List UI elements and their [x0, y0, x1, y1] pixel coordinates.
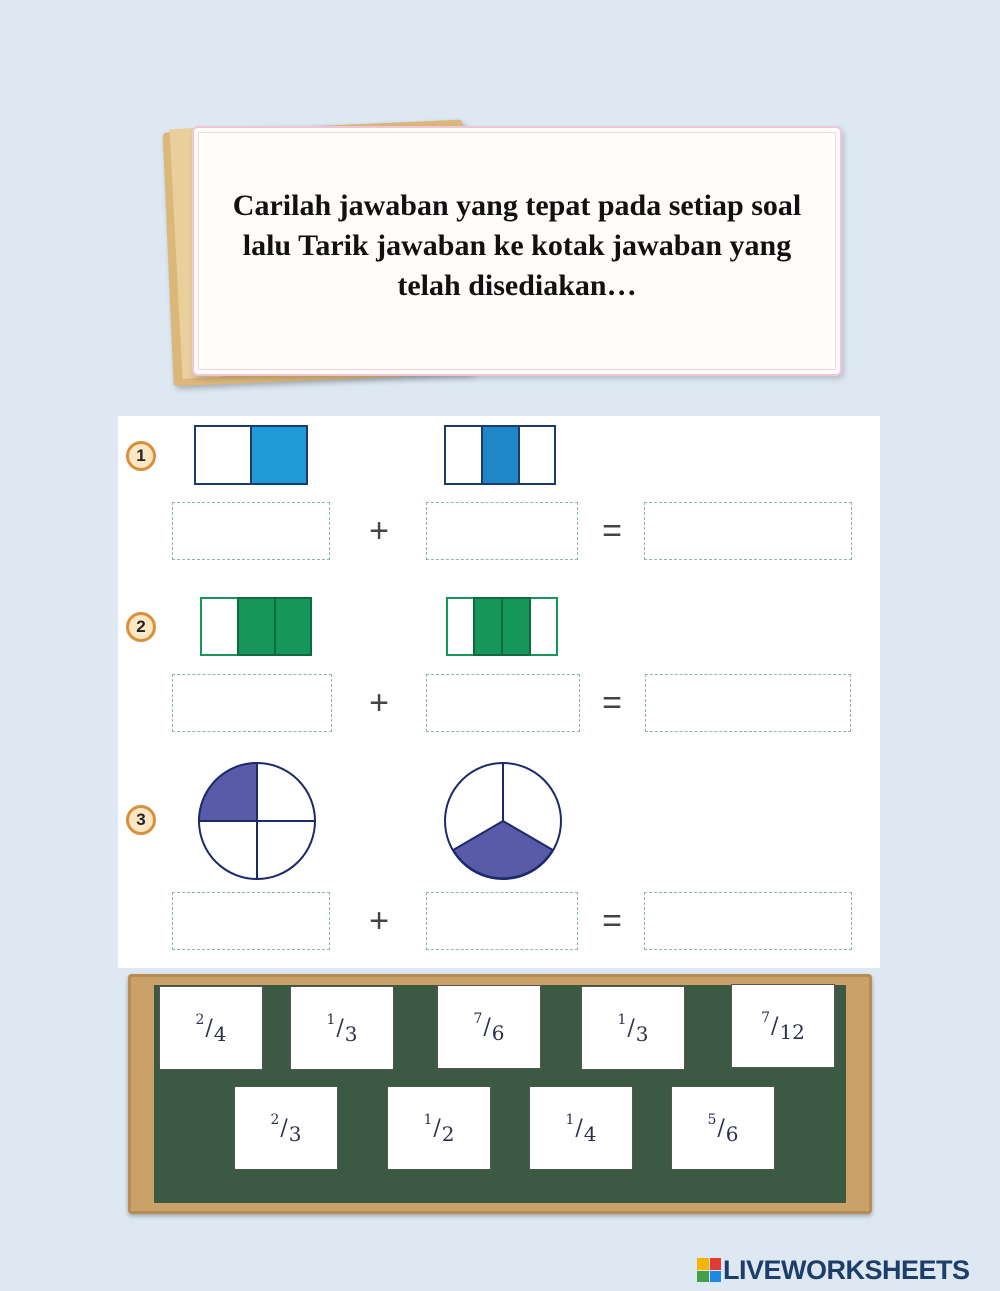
q1-bar-a-shaded-part: [251, 426, 307, 484]
instruction-line-2: lalu Tarik jawaban ke kotak jawaban yang: [242, 229, 792, 262]
answer-card[interactable]: [437, 985, 541, 1069]
instruction-card: [192, 126, 842, 376]
q2-bar-b-shaded-part-2: [502, 598, 530, 655]
card-denominator: 4: [583, 1122, 597, 1146]
card-numerator: 2: [270, 1112, 280, 1128]
q2-answer-box-result[interactable]: [645, 674, 851, 732]
instruction-line-3: telah disediakan…: [397, 269, 637, 302]
q1-bar-b-shaded-part: [482, 426, 519, 484]
q1-fraction-a: [194, 425, 308, 485]
q2-fraction-a: [200, 597, 312, 656]
liveworksheets-brand[interactable]: [697, 1256, 970, 1284]
card-numerator: 7: [761, 1010, 771, 1026]
q3-answer-box-b[interactable]: [426, 892, 578, 950]
q2-answer-box-b[interactable]: [426, 674, 580, 732]
card-numerator: 2: [195, 1012, 205, 1028]
card-slash: /: [771, 1013, 779, 1039]
card-slash: /: [433, 1115, 441, 1141]
q1-equals-sign: =: [602, 512, 622, 550]
q2-plus-sign: +: [369, 684, 389, 722]
card-numerator: 1: [326, 1012, 336, 1028]
q3-answer-box-a[interactable]: [172, 892, 330, 950]
instruction-line-1: Carilah jawaban yang tepat pada setiap soal: [232, 189, 802, 222]
liveworksheets-logo-icon: [697, 1258, 721, 1282]
q1-bar-a-svg: [194, 425, 308, 485]
card-numerator: 5: [707, 1112, 717, 1128]
q3-fraction-a: [196, 760, 318, 882]
q2-answer-box-a[interactable]: [172, 674, 332, 732]
q2-bar-a-shaded-part-2: [275, 598, 311, 655]
q3-fraction-b: [442, 760, 564, 882]
brand-name: LIVEWORKSHEETS: [723, 1254, 970, 1285]
card-slash: /: [483, 1014, 491, 1040]
card-slash: /: [280, 1115, 288, 1141]
card-denominator: 2: [441, 1122, 455, 1146]
answer-card[interactable]: [290, 986, 394, 1070]
answer-card[interactable]: [234, 1086, 338, 1170]
q2-bar-b-svg: [446, 597, 558, 656]
answer-card[interactable]: [529, 1086, 633, 1170]
card-denominator: 3: [344, 1022, 358, 1046]
q2-equals-sign: =: [602, 684, 622, 722]
card-denominator: 3: [635, 1022, 649, 1046]
card-numerator: 1: [565, 1112, 575, 1128]
card-slash: /: [336, 1015, 344, 1041]
instruction-text: [204, 186, 830, 306]
card-slash: /: [205, 1015, 213, 1041]
q1-answer-box-b[interactable]: [426, 502, 578, 560]
q2-bar-a-shaded-part-1: [238, 598, 275, 655]
answer-card[interactable]: [159, 986, 263, 1070]
q1-fraction-b: [444, 425, 556, 485]
card-numerator: 1: [617, 1012, 627, 1028]
q3-equals-sign: =: [602, 902, 622, 940]
card-numerator: 7: [473, 1011, 483, 1027]
answer-card[interactable]: [671, 1086, 775, 1170]
card-slash: /: [717, 1115, 725, 1141]
card-slash: /: [627, 1015, 635, 1041]
q3-answer-box-result[interactable]: [644, 892, 852, 950]
card-denominator: 6: [725, 1122, 739, 1146]
q3-plus-sign: +: [369, 902, 389, 940]
q2-bar-b-shaded-part-1: [474, 598, 502, 655]
q1-plus-sign: +: [369, 512, 389, 550]
answer-card[interactable]: [387, 1086, 491, 1170]
q1-answer-box-a[interactable]: [172, 502, 330, 560]
q1-answer-box-result[interactable]: [644, 502, 852, 560]
q3-circle-a-svg: [196, 760, 318, 882]
answer-card[interactable]: [581, 986, 685, 1070]
question-2-number: 2: [126, 612, 156, 642]
q3-circle-b-svg: [442, 760, 564, 882]
card-denominator: 4: [213, 1022, 227, 1046]
q3-circle-a-shaded-quarter: [199, 763, 257, 821]
q2-fraction-b: [446, 597, 558, 656]
card-numerator: 1: [423, 1112, 433, 1128]
card-slash: /: [575, 1115, 583, 1141]
question-3-number: 3: [126, 805, 156, 835]
card-denominator: 3: [288, 1122, 302, 1146]
q1-bar-b-svg: [444, 425, 556, 485]
card-denominator: 6: [491, 1021, 505, 1045]
q2-bar-a-svg: [200, 597, 312, 656]
card-denominator: 12: [779, 1020, 805, 1044]
answer-card[interactable]: [731, 984, 835, 1068]
question-1-number: 1: [126, 441, 156, 471]
